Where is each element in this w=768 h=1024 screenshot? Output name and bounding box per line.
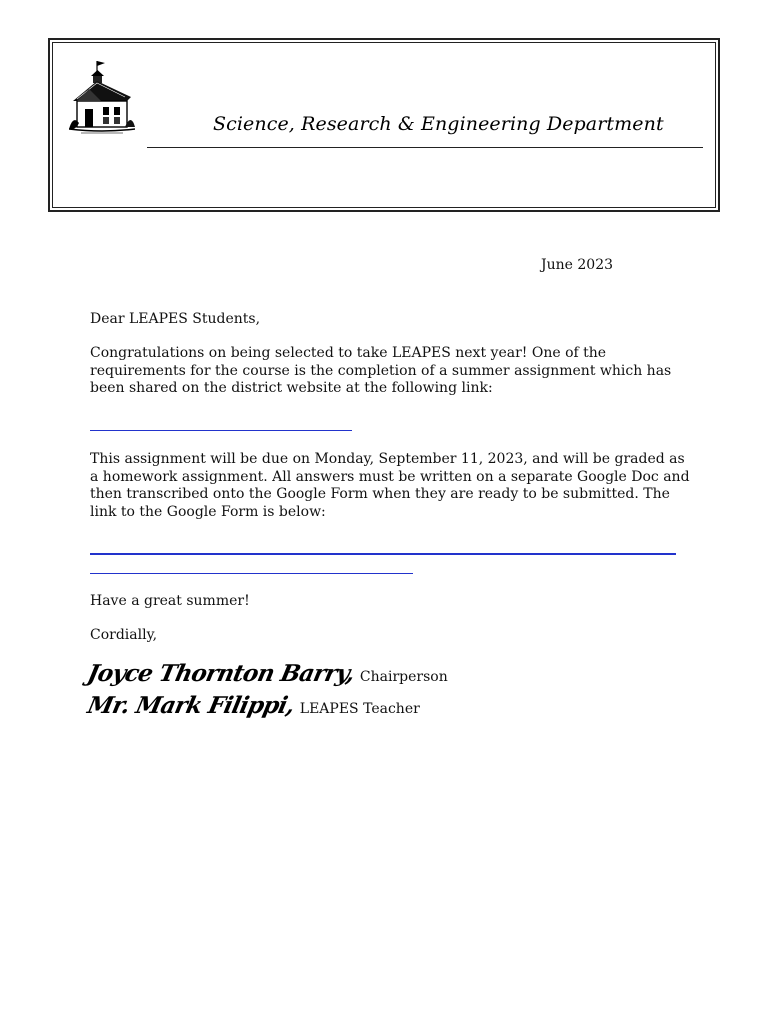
signature-name: Mr. Mark Filippi, [85,692,297,719]
letterhead-frame [52,42,716,208]
title-divider [147,147,703,148]
department-title: Science, Research & Engineering Department [213,113,664,135]
signoff: Cordially, [90,627,158,643]
signature-name: Joyce Thornton Barry, [85,660,357,687]
google-form-link-continued[interactable] [90,573,413,574]
district-website-link[interactable] [90,430,352,431]
letterhead [48,38,720,212]
closing-line: Have a great summer! [90,593,250,609]
signature-title: LEAPES Teacher [299,701,420,717]
schoolhouse-icon [69,57,135,139]
intro-paragraph: Congratulations on being selected to take LEAPES next year! One of the requirements for the course is the completion of a summer assignment which has been shared on the district website at the following link: [90,345,672,396]
signature-chairperson [85,660,448,687]
due-date-paragraph: This assignment will be due on Monday, September 11, 2023, and will be graded as a homework assignment. All answers must be written on a separate Google Doc and then transcribed onto the Google Form when they are ready to be submitted. The link to the Google Form is below: [90,451,690,520]
salutation: Dear LEAPES Students, [90,311,261,327]
signature-title: Chairperson [359,669,448,685]
signature-teacher [85,692,420,719]
google-form-link[interactable] [90,553,676,555]
letter-date: June 2023 [541,257,614,273]
